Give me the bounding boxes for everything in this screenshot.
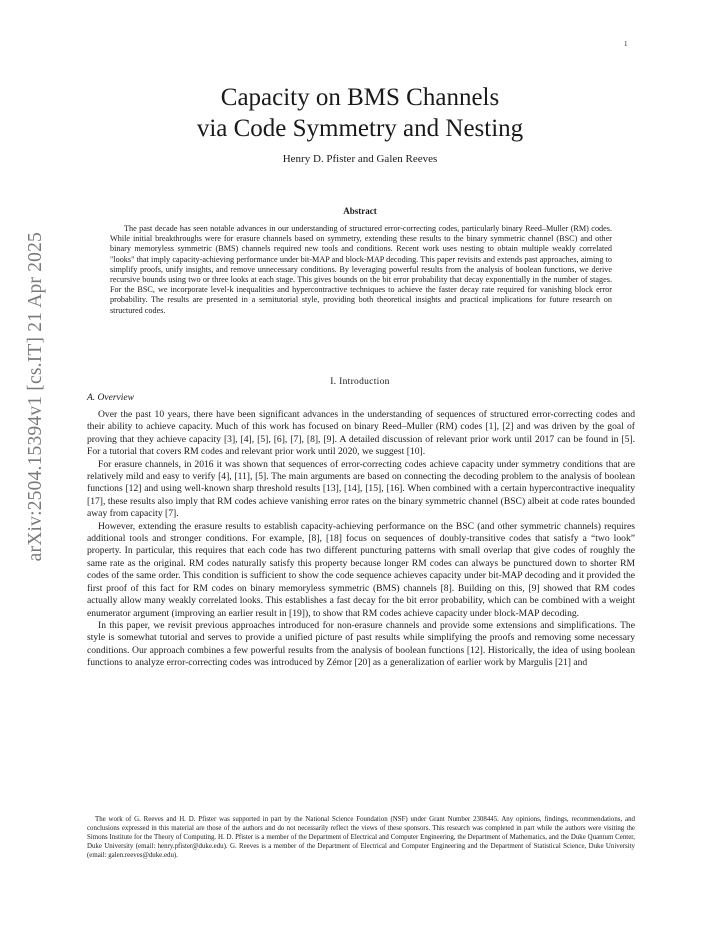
arxiv-identifier-text: arXiv:2504.15394v1 [cs.IT] 21 Apr 2025 bbox=[25, 232, 46, 562]
abstract-heading: Abstract bbox=[343, 206, 377, 216]
section-heading: I. Introduction bbox=[330, 377, 390, 387]
page-number: 1 bbox=[624, 40, 628, 48]
subsection-heading: A. Overview bbox=[87, 393, 134, 403]
arxiv-identifier bbox=[22, 232, 50, 642]
title-line-2: via Code Symmetry and Nesting bbox=[196, 115, 524, 142]
title-line-1: Capacity on BMS Channels bbox=[220, 84, 500, 111]
paragraph: In this paper, we revisit previous approaches introduced for non-erasure channels and provide some extensions and simplifications. The style is somewhat tutorial and serves to provide a unified picture of past results while simplifying the proofs and removing some necessary conditions. Our approach combines a few powerful results from the analysis of boolean functions [12]. Historically, the idea of using boolean functions to analyze error-correcting codes was introduced by Zémor [20] as a generalization of earlier work by Margulis [21] and bbox=[87, 619, 635, 669]
paragraph: Over the past 10 years, there have been significant advances in the understanding of sequences of structured error-correcting codes and their ability to achieve capacity. Much of this work has focused on binary Reed–Muller (RM) codes [1], [2] and was driven by the goal of proving that they achieve capacity [3], [4], [5], [6], [7], [8], [9]. A detailed discussion of relevant prior work until 2017 can be found in [5]. For a tutorial that covers RM codes and relevant prior work until 2020, we suggest [10]. bbox=[87, 409, 635, 458]
body-text bbox=[87, 409, 635, 670]
author-list: Henry D. Pfister and Galen Reeves bbox=[282, 153, 438, 165]
footnote: The work of G. Reeves and H. D. Pfister was supported in part by the National Science Foundation (NSF) under Grant Number 2308445. Any opinions, findings, recommendations, and conclusions expressed in this material are those of the authors and do not necessarily reflect the views of these sponsors. This research was completed in part while the authors were visiting the Simons Institute for the Theory of Computing. H. D. Pfister is a member of the Department of Electrical and Computer Engineering, the Department of Mathematics, and the Duke Quantum Center, Duke University (email: henry.pfister@duke.edu). G. Reeves is a member of the Department of Electrical and Computer Engineering and the Department of Statistical Science, Duke University (email: galen.reeves@duke.edu). bbox=[87, 816, 635, 859]
abstract-text: The past decade has seen notable advances in our understanding of structured error-correcting codes, particularly binary Reed–Muller (RM) codes. While initial breakthroughs were for erasure channels based on symmetry, extending these results to the binary symmetric channel (BSC) and other binary memoryless symmetric (BMS) channels required new tools and conditions. Recent work uses nesting to obtain multiple weakly correlated "looks" that imply capacity-achieving performance under bit-MAP and block-MAP decoding. This paper revisits and extends past approaches, aiming to simplify proofs, unify insights, and remove unnecessary conditions. By leveraging powerful results from the analysis of boolean functions, we derive recursive bounds using two or three looks at each stage. This gives bounds on the bit error probability that decay exponentially in the number of stages. For the BSC, we incorporate level-k inequalities and hypercontractive techniques to achieve the faster decay rate required for vanishing block error probability. The results are presented in a semitutorial style, providing both theoretical insights and practical implications for future research on structured codes. bbox=[110, 224, 612, 315]
paragraph: However, extending the erasure results to establish capacity-achieving performance on the BSC (and other symmetric channels) requires additional tools and stronger conditions. For example, [8], [18] focus on sequences of doubly-transitive codes that satisfy a “two look” property. In particular, this requires that each code has two different puncturing patterns with small overlap that give codes of roughly the same rate as the original. RM codes naturally satisfy this property because longer RM codes can always be punctured down to shorter RM codes of the same order. This condition is sufficient to show the code sequence achieves capacity under bit-MAP decoding and it provided the first proof of this fact for RM codes on binary memoryless symmetric (BMS) channels [8]. Building on this, [9] showed that RM codes actually allow many weakly correlated looks. This establishes a fast decay for the bit error probability, which can be combined with a weight enumerator argument (improving an earlier result in [19]), to show that RM codes achieve capacity under block-MAP decoding. bbox=[87, 520, 635, 619]
paragraph: For erasure channels, in 2016 it was shown that sequences of error-correcting codes achieve capacity under symmetry conditions that are relatively mild and easy to verify [4], [11], [5]. The main arguments are based on connecting the decoding problem to the analysis of boolean functions [12] and using well-known sharp threshold results [13], [14], [15], [16]. When combined with a certain hypercontractive inequality [17], these results also imply that RM codes achieve vanishing error rates on the binary symmetric channel (BSC) albeit at code rates bounded away from capacity [7]. bbox=[87, 458, 635, 520]
paper-title bbox=[0, 82, 720, 144]
